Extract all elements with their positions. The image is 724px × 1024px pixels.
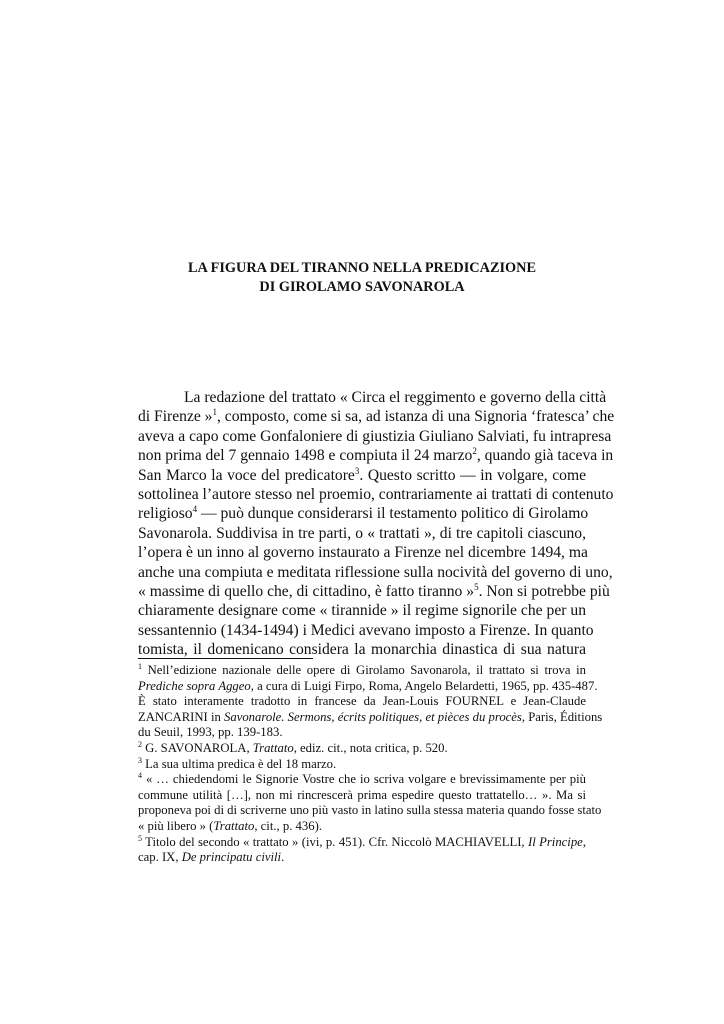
body-line: Savonarola. Suddivisa in tre parti, o « trattati », di tre capitoli ciascuno,	[138, 524, 586, 542]
body-line: anche una compiuta e meditata riflessione sulla nocività del governo di uno,	[138, 563, 613, 581]
footnote-ref-1[interactable]: 1	[212, 407, 217, 418]
footnote-line: « più libero » (Trattato, cit., p. 436).	[138, 818, 322, 833]
footnote-1: $^1$ Nell’edizione nazionale delle opere di Girolamo Savonarola, il trattato si trova in	[138, 661, 586, 677]
footnote-line: È stato interamente tradotto in francese da Jean-Louis FOURNEL e Jean-Claude	[138, 694, 586, 709]
footnote-line: du Seuil, 1993, pp. 139-183.	[138, 725, 283, 740]
footnote-4: $^4$ « … chiedendomi le Signorie Vostre che io scriva volgare e brevissimamente per più	[138, 770, 586, 787]
footnote-ref-2[interactable]: 2	[472, 445, 477, 456]
footnotes	[138, 661, 603, 866]
body-line: religioso$^4$ — può dunque considerarsi il testamento politico di Girolamo	[138, 504, 589, 523]
footnote-2: $^2$ G. SAVONAROLA, Trattato, ediz. cit., nota critica, p. 520.	[138, 739, 448, 755]
footnote-line: ZANCARINI in Savonarole. Sermons, écrits politiques, et pièces du procès, Paris, Éditions	[138, 709, 603, 724]
body-line: aveva a capo come Gonfaloniere di giustizia Giuliano Salviati, fu intrapresa	[138, 427, 612, 445]
article-title	[138, 259, 586, 297]
body-line: l’opera è un inno al governo instaurato a Firenze nel dicembre 1494, ma	[138, 544, 588, 562]
footnote-line: Prediche sopra Aggeo, a cura di Luigi Firpo, Roma, Angelo Belardetti, 1965, pp. 435-487.	[138, 678, 598, 693]
body-line: chiaramente designare come « tirannide » il regime signorile che per un	[138, 602, 586, 620]
footnote-line: commune utilità […], non mi rincrescerà prima espedire questo trattatello… ». Ma si	[138, 787, 586, 802]
footnote-line: proponeva poi di di scriverne uno più vasto in latino sulla stessa materia quando fosse stato	[138, 803, 602, 818]
footnote-ref-5[interactable]: 5	[474, 581, 479, 592]
footnote-ref-3[interactable]: 3	[354, 465, 360, 476]
footnote-ref-4[interactable]: 4	[192, 504, 198, 515]
title-line-1: LA FIGURA DEL TIRANNO NELLA PREDICAZIONE	[187, 260, 537, 276]
body-line: « massime di quello che, di cittadino, è fatto tiranno »$^5$. Non si potrebbe più	[138, 581, 610, 600]
body-line: sottolinea l’autore stesso nel proemio, contrariamente ai trattati di contenuto	[138, 485, 614, 503]
body-line: sessantennio (1434-1494) i Medici avevano imposto a Firenze. In quanto	[138, 621, 594, 639]
footnote-3: $^3$ La sua ultima predica è del 18 marzo.	[138, 755, 337, 771]
title-line-2: DI GIROLAMO SAVONAROLA	[259, 279, 465, 295]
body-line: tomista, il domenicano considera la monarchia dinastica di sua natura	[138, 641, 586, 659]
body-line: di Firenze »$^1$, composto, come si sa, ad istanza di una Signoria ‘fratesca’ che	[138, 407, 615, 426]
footnote-5: $^5$ Titolo del secondo « trattato » (ivi, p. 451). Cfr. Niccolò MACHIAVELLI, Il Principe,	[138, 833, 586, 849]
footnote-line: cap. IX, De principatu civili.	[138, 850, 285, 865]
body-text	[138, 388, 615, 659]
body-line: San Marco la voce del predicatore$^3$. Questo scritto — in volgare, come	[138, 465, 587, 484]
body-line: non prima del 7 gennaio 1498 e compiuta il 24 marzo$^2$, quando già taceva in	[138, 445, 614, 465]
footnote-separator	[138, 658, 313, 659]
body-line: La redazione del trattato « Circa el reggimento e governo della città	[184, 389, 607, 406]
